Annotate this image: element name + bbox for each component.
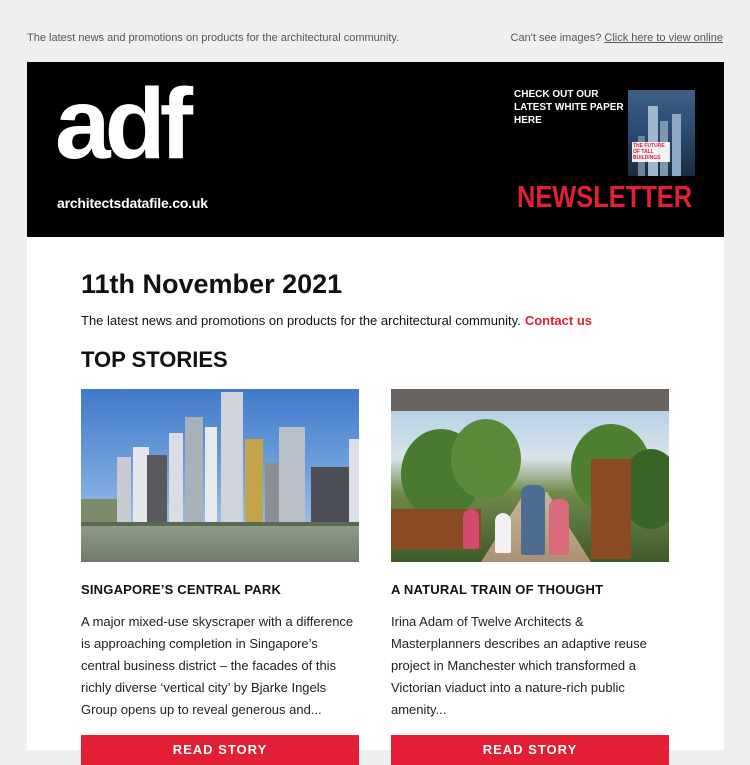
story-excerpt: Irina Adam of Twelve Architects & Masterplanners describes an adaptive reuse project in Manchester which transformed a Victorian viaduct into a nature-rich public amenity...	[391, 614, 647, 717]
contact-us-link[interactable]: Contact us	[524, 313, 592, 328]
issue-date: 11th November 2021	[81, 269, 343, 299]
singapore-skyline-image[interactable]	[81, 389, 359, 562]
newsletter-header	[27, 62, 724, 237]
section-title: TOP STORIES	[81, 347, 228, 372]
white-paper-cover-image[interactable]	[628, 90, 695, 176]
white-paper-cover-title: THE FUTURE OF TALL BUILDINGS	[632, 142, 670, 162]
story-title[interactable]: SINGAPORE’S CENTRAL PARK	[81, 582, 282, 597]
view-online	[511, 32, 723, 44]
read-story-button[interactable]: READ STORY	[81, 735, 359, 765]
white-paper-callout[interactable]: CHECK OUT OUR LATEST WHITE PAPER HERE	[514, 89, 624, 126]
view-online-prefix: Can't see images?	[510, 32, 602, 44]
newsletter-label: NEWSLETTER	[517, 179, 693, 214]
adf-logo[interactable]: adf	[55, 68, 187, 180]
story-card	[391, 389, 669, 757]
story-title[interactable]: A NATURAL TRAIN OF THOUGHT	[391, 582, 604, 597]
preheader	[27, 32, 723, 44]
intro-text: The latest news and promotions on products for the architectural community.	[81, 313, 521, 328]
read-story-button[interactable]: READ STORY	[391, 735, 669, 765]
view-online-link[interactable]: Click here to view online	[604, 32, 723, 44]
preheader-text: The latest news and promotions on products for the architectural community.	[27, 32, 400, 44]
viaduct-garden-image[interactable]	[391, 389, 669, 562]
intro	[81, 313, 592, 328]
site-domain[interactable]: architectsdatafile.co.uk	[57, 195, 208, 211]
story-card	[81, 389, 359, 757]
content-panel	[27, 237, 724, 757]
story-excerpt: A major mixed-use skyscraper with a difference is approaching completion in Singapore’s central business district – the facades of this richly diverse ‘vertical city’ by Bjarke Ingels Group opens up to reveal generous and...	[81, 614, 354, 717]
